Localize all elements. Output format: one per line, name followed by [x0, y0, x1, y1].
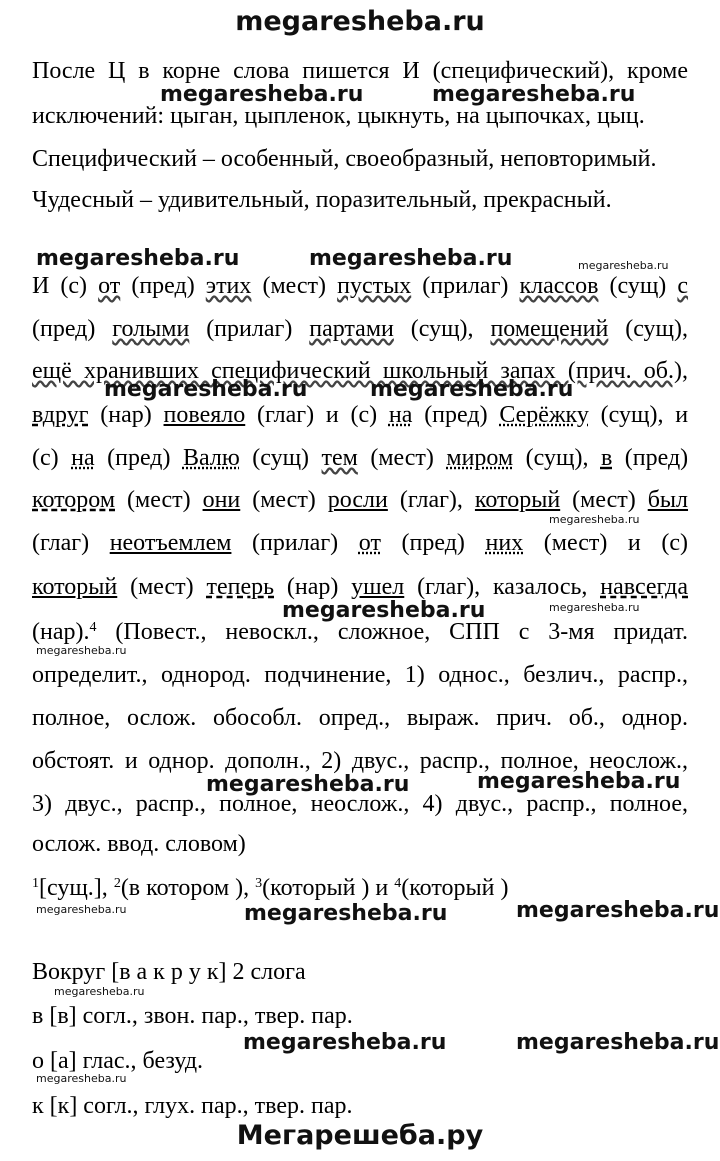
phonetic-row-3: к [к] согл., глух. пар., твер. пар. — [32, 1093, 353, 1119]
analysis-line-3: обстоят. и однор. дополн., 2) двус., распр., полное, неослож., — [32, 748, 688, 774]
watermark: megaresheba.ru — [549, 513, 640, 526]
sentence-line-1: И (с) от (пред) этих (мест) пустых (прилаг) классов (сущ) с — [32, 273, 689, 299]
watermark: megaresheba.ru — [282, 598, 486, 623]
analysis-line-4: 3) двус., распр., полное, неослож., 4) двус., распр., полное, — [32, 791, 688, 817]
watermark: megaresheba.ru — [477, 769, 681, 794]
watermark: megaresheba.ru — [578, 259, 669, 272]
watermark: megaresheba.ru — [36, 1072, 127, 1085]
rule-line-1: После Ц в корне слова пишется И (специфический), кроме — [32, 58, 688, 84]
sentence-line-9: (нар).$^4$ (Повест., невоскл., сложное, СПП с 3-мя придат. — [32, 619, 688, 645]
analysis-line-5: ослож. ввод. словом) — [32, 831, 246, 857]
sentence-line-5: (с) на (пред) Валю (сущ) тем (мест) миром (сущ), в (пред) — [32, 445, 689, 471]
watermark: megaresheba.ru — [243, 1030, 447, 1055]
sentence-scheme: $^1$[сущ.], $^2$(в котором ), $^3$(который ) и $^4$(который ) — [32, 875, 509, 901]
watermark: megaresheba.ru — [516, 898, 720, 923]
watermark: megaresheba.ru — [516, 1030, 720, 1055]
watermark: megaresheba.ru — [309, 246, 513, 271]
watermark: megaresheba.ru — [244, 901, 448, 926]
watermark: megaresheba.ru — [54, 985, 145, 998]
definition-1: Специфический – особенный, своеобразный, неповторимый. — [32, 146, 657, 172]
watermark: megaresheba.ru — [104, 377, 308, 402]
sentence-line-8: который (мест) теперь (нар) ушел (глаг), казалось, навсегда — [32, 574, 689, 600]
site-header: megaresheba.ru — [235, 6, 485, 37]
watermark: megaresheba.ru — [36, 644, 127, 657]
sentence-line-3: ещё хранивших специфический школьный запах (прич. об.), — [32, 358, 688, 384]
sentence-line-4: вдруг (нар) повеяло (глаг) и (с) на (пред) Серёжку (сущ), и — [32, 402, 689, 428]
definition-2: Чудесный – удивительный, поразительный, прекрасный. — [32, 187, 612, 213]
sentence-line-6: котором (мест) они (мест) росли (глаг), который (мест) был — [32, 487, 689, 513]
watermark: megaresheba.ru — [36, 246, 240, 271]
sentence-line-7: (глаг) неотъемлем (прилаг) от (пред) них (мест) и (с) — [32, 530, 689, 556]
site-footer: Мегарешеба.ру — [236, 1120, 484, 1151]
watermark: megaresheba.ru — [370, 377, 574, 402]
analysis-line-1: определит., однород. подчинение, 1) однос., безлич., распр., — [32, 662, 688, 688]
phonetic-row-1: в [в] согл., звон. пар., твер. пар. — [32, 1003, 353, 1029]
phonetic-row-2: о [а] глас., безуд. — [32, 1048, 204, 1074]
analysis-line-2: полное, ослож. обособл. опред., выраж. прич. об., однор. — [32, 705, 688, 731]
sentence-line-2: (пред) голыми (прилаг) партами (сущ), помещений (сущ), — [32, 316, 689, 342]
watermark: megaresheba.ru — [549, 601, 640, 614]
watermark: megaresheba.ru — [160, 82, 364, 107]
watermark: megaresheba.ru — [432, 82, 636, 107]
watermark: megaresheba.ru — [36, 903, 127, 916]
rule-line-2: исключений: цыган, цыпленок, цыкнуть, на цыпочках, цыц. — [32, 103, 645, 129]
watermark: megaresheba.ru — [206, 772, 410, 797]
phonetic-word: Вокруг [в а к р у к] 2 слога — [32, 959, 306, 985]
